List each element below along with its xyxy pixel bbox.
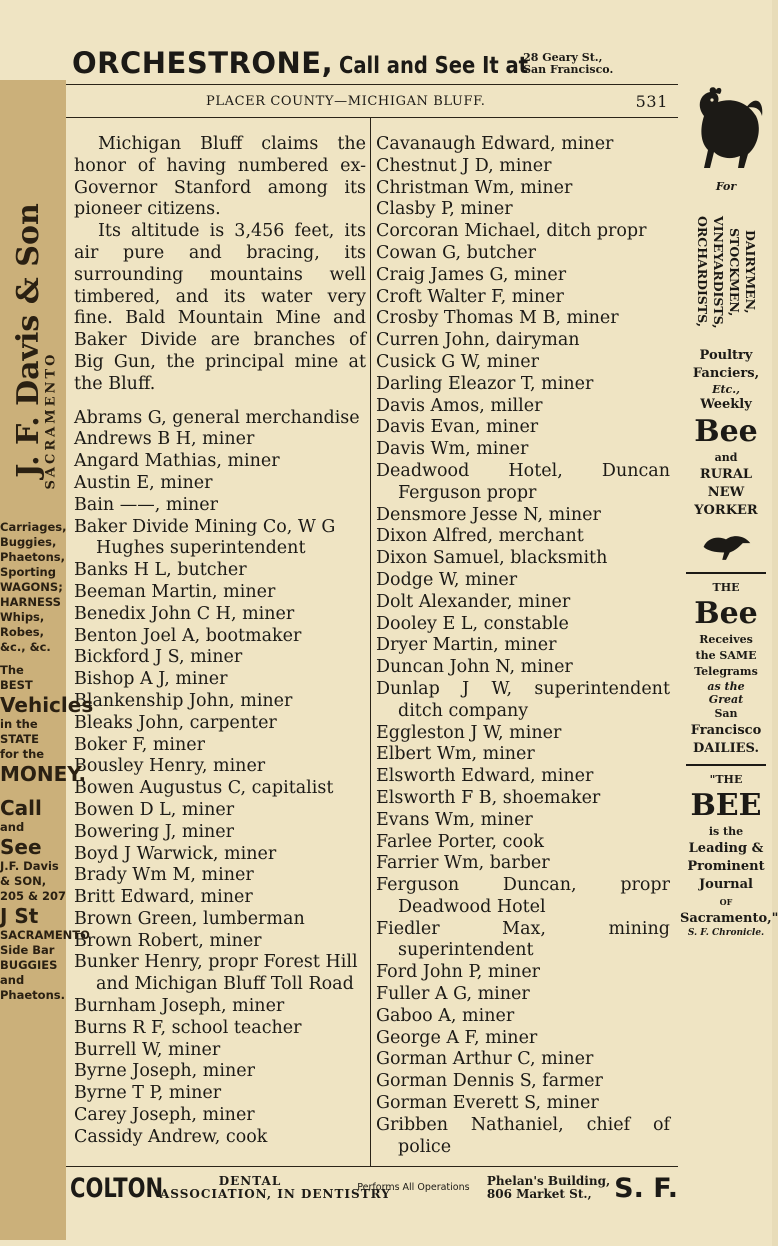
left-column: [74, 134, 366, 1149]
ad-and: and: [714, 451, 738, 464]
directory-entry: Chestnut J D, miner: [376, 155, 552, 176]
directory-entry: Bishop A J, miner: [74, 669, 228, 690]
directory-entry: Benedix John C H, miner: [74, 603, 295, 624]
directory-entry: Farrier Wm, barber: [376, 853, 550, 874]
directory-entry: Cavanaugh Edward, miner: [376, 134, 614, 154]
audience-item: DAIRYMEN,: [743, 230, 758, 314]
ad-and-2: and: [0, 973, 25, 987]
directory-entry: Cowan G, butcher: [376, 242, 536, 263]
directory-entry: Bunker Henry, propr Forest Hill and Michigan Bluff Toll Road: [74, 952, 358, 995]
directory-entry: Bickford J S, miner: [74, 647, 243, 668]
ad-side-bar: Side Bar: [0, 943, 55, 957]
directory-entry: Davis Evan, miner: [376, 417, 539, 438]
ad-see: See: [0, 835, 42, 859]
ad-of: OF: [719, 897, 733, 907]
directory-entry: Dryer Martin, miner: [376, 635, 557, 656]
performs-text: [340, 1182, 487, 1194]
directory-entry: Dolt Alexander, miner: [376, 591, 571, 612]
directory-entry: Duncan John N, miner: [376, 657, 573, 678]
ad-best: BEST: [0, 678, 33, 692]
bird-icon: [698, 528, 754, 562]
directory-entry: Abrams G, general merchandise: [74, 407, 360, 428]
audience-item: STOCKMEN,: [727, 227, 742, 317]
ad-line: Buggies,: [0, 535, 57, 549]
directory-entry: Dodge W, miner: [376, 569, 518, 590]
ad-sacramento: Sacramento,": [680, 911, 778, 926]
ad-bee-title: Bee: [694, 414, 758, 449]
ad-poultry: Poultry: [699, 348, 753, 363]
directory-entry: Brown Green, lumberman: [74, 908, 305, 929]
directory-entry: Davis Amos, miller: [376, 395, 543, 416]
directory-entry: Boker F, miner: [74, 734, 206, 755]
rooster-icon: [686, 86, 766, 176]
davis-name-text: J. F. Davis & Son: [10, 202, 46, 478]
top-advert: [72, 46, 676, 86]
ad-call: Call: [0, 796, 42, 820]
directory-entry: Craig James G, miner: [376, 264, 567, 285]
directory-entry: Cusick G W, miner: [376, 351, 539, 372]
address: [523, 52, 613, 76]
ad-as-the: as the: [707, 680, 745, 693]
directory-entry: Byrne T P, miner: [74, 1083, 222, 1104]
directory-entry: Farlee Porter, cook: [376, 831, 545, 852]
page-number: 531: [635, 92, 668, 111]
dental-association: [160, 1174, 391, 1201]
ad-new: NEW: [707, 485, 745, 500]
ad-bee-title-2: Bee: [694, 596, 758, 631]
directory-entry: Gorman Arthur C, miner: [376, 1049, 594, 1070]
left-advert-lines: [0, 520, 94, 1003]
building-line-2: 806 Market St.,: [486, 1187, 592, 1201]
directory-entry: Eggleston J W, miner: [376, 722, 562, 743]
directory-entry: Densmore Jesse N, miner: [376, 504, 601, 525]
directory-entry: Curren John, dairyman: [376, 330, 580, 351]
directory-entry: Darling Eleazor T, miner: [376, 373, 594, 394]
directory-entry: Croft Walter F, miner: [376, 286, 564, 307]
directory-entry: Burns R F, school teacher: [74, 1017, 302, 1038]
directory-entry: Bowen D L, miner: [74, 799, 235, 820]
directory-entry: Beeman Martin, miner: [74, 581, 276, 602]
directory-entry: Gribben Nathaniel, chief of police: [376, 1114, 670, 1157]
ad-the: THE: [712, 581, 740, 594]
right-column: [376, 134, 670, 1158]
ad-journal: Journal: [699, 877, 753, 892]
directory-entry: Gorman Dennis S, farmer: [376, 1071, 603, 1092]
ad-same: the SAME: [695, 649, 757, 662]
brand-name: ORCHESTRONE,: [72, 46, 334, 80]
directory-entry: Gaboo A, miner: [376, 1005, 515, 1026]
ad-buggies: BUGGIES: [0, 958, 58, 972]
directory-entry: Bain ——, miner: [74, 494, 219, 515]
ad-state: STATE: [0, 732, 39, 746]
intro-paragraph: Michigan Bluff claims the honor of having numbered ex-Governor Stanford among its pioneer citizens.: [74, 134, 366, 220]
ad-vehicles: Vehicles: [0, 693, 94, 717]
intro-paragraph: Its altitude is 3,456 feet, its air pure and bracing, its surrounding mountains well timbered, and its water very fine. Bald Mountain Mine and Baker Divide are branches of Big Gun, the principal mine at the Bluff.: [74, 221, 366, 394]
performs-line: Performs All Operations: [357, 1182, 470, 1193]
ad-san: San: [714, 707, 738, 720]
directory-entry: Elbert Wm, miner: [376, 744, 535, 765]
left-entries: [74, 408, 366, 1149]
directory-entry: Deadwood Hotel, Duncan Ferguson propr: [376, 460, 670, 503]
ad-phaetons: Phaetons.: [0, 988, 65, 1002]
bottom-advert: [66, 1168, 678, 1208]
directory-entry: Dunlap J W, superintendent ditch company: [376, 678, 670, 721]
call-text: Call and See It at: [339, 53, 529, 79]
ad-etc: Etc.,: [712, 383, 740, 396]
directory-entry: Andrews B H, miner: [74, 429, 255, 450]
ad-weekly: Weekly: [700, 397, 752, 412]
directory-entry: Corcoran Michael, ditch propr: [376, 221, 647, 242]
ad-line: Whips,: [0, 610, 45, 624]
directory-entry: Dixon Samuel, blacksmith: [376, 548, 608, 569]
intro-text: [74, 134, 366, 396]
ad-receives: Receives: [699, 633, 753, 646]
header-rule: [66, 84, 678, 85]
sacramento-text: SACRAMENTO: [43, 351, 59, 489]
directory-entry: Byrne Joseph, miner: [74, 1061, 255, 1082]
directory-entry: Benton Joel A, bootmaker: [74, 625, 302, 646]
left-margin-advert: [0, 80, 94, 1240]
dental-line-1: DENTAL: [218, 1174, 282, 1188]
ad-line: Carriages,: [0, 520, 67, 534]
directory-entry: Banks H L, butcher: [74, 560, 247, 581]
directory-entry: Angard Mathias, miner: [74, 451, 280, 472]
ad-bee-title-3: BEE: [690, 788, 762, 823]
directory-entry: Burnham Joseph, miner: [74, 996, 285, 1017]
audience-item: VINEYARDISTS,: [711, 215, 726, 329]
address-line-1: 28 Geary St.,: [523, 51, 603, 64]
ad-line: WAGONS;: [0, 580, 63, 594]
directory-entry: Cassidy Andrew, cook: [74, 1126, 268, 1147]
directory-entry: Ferguson Duncan, propr Deadwood Hotel: [376, 875, 670, 917]
divider: [686, 572, 766, 574]
ad-for-the: for the: [0, 747, 45, 761]
ad-line: Phaetons,: [0, 550, 65, 564]
ad-in-the: in the: [0, 717, 38, 731]
ad-leading: Leading &: [688, 841, 764, 856]
ad-fanciers: Fanciers,: [692, 366, 760, 381]
directory-entry: Evans Wm, miner: [376, 809, 533, 830]
audience-item: ORCHARDISTS,: [695, 216, 710, 328]
right-margin-advert: [680, 80, 778, 1160]
directory-entry: Boyd J Warwick, miner: [74, 843, 277, 864]
ad-the: The: [0, 663, 24, 677]
ad-chronicle: S. F. Chronicle.: [687, 928, 765, 938]
directory-entry: Ford John P, miner: [376, 962, 541, 983]
directory-entry: Fiedler Max, mining superintendent: [376, 918, 670, 961]
address-line-2: San Francisco.: [523, 63, 614, 76]
dental-line-2: ASSOCIATION, IN DENTISTRY: [160, 1187, 391, 1201]
ad-line: HARNESS: [0, 595, 61, 609]
ad-the-quote: "THE: [709, 773, 743, 786]
sacramento-vertical: [36, 290, 66, 550]
directory-entry: Bleaks John, carpenter: [74, 712, 277, 733]
ad-prominent: Prominent: [687, 859, 765, 874]
directory-entry: Elsworth F B, shoemaker: [376, 787, 601, 808]
ad-rural: RURAL: [699, 467, 753, 482]
directory-entry: Baker Divide Mining Co, W G Hughes superintendent: [74, 516, 336, 559]
divider: [686, 764, 766, 766]
building-line-1: Phelan's Building,: [486, 1174, 611, 1188]
directory-entry: Gorman Everett S, miner: [376, 1093, 599, 1114]
directory-entry: Crosby Thomas M B, miner: [376, 308, 619, 329]
right-entries: [376, 134, 670, 1158]
ad-and: and: [0, 820, 25, 834]
ad-is-the: is the: [708, 825, 744, 838]
ad-line: &c., &c.: [0, 640, 51, 654]
ad-dailies: DAILIES.: [692, 741, 760, 756]
directory-entry: Christman Wm, miner: [376, 177, 573, 198]
ad-telegrams: Telegrams: [694, 665, 758, 678]
ad-line: Robes,: [0, 625, 45, 639]
directory-entry: Clasby P, miner: [376, 199, 513, 220]
directory-entry: Fuller A G, miner: [376, 984, 530, 1005]
ad-davis-name: J.F. Davis: [0, 859, 59, 873]
directory-entry: Brown Robert, miner: [74, 930, 262, 951]
building-address: [487, 1175, 614, 1201]
ad-number: 205 & 207: [0, 889, 67, 903]
ad-for: For: [715, 180, 737, 193]
directory-entry: Austin E, miner: [74, 472, 213, 493]
colton-name: COLTON: [70, 1172, 164, 1204]
directory-entry: Davis Wm, miner: [376, 439, 529, 460]
directory-entry: Brady Wm M, miner: [74, 865, 254, 886]
ad-francisco: Francisco: [690, 723, 762, 738]
directory-entry: Elsworth Edward, miner: [376, 766, 594, 787]
directory-entry: George A F, miner: [376, 1027, 538, 1048]
ad-yorker: YORKER: [694, 503, 758, 518]
ad-line: Sporting: [0, 565, 56, 579]
ad-money: MONEY.: [0, 762, 87, 786]
ad-son: & SON,: [0, 874, 47, 888]
directory-entry: Bousley Henry, miner: [74, 756, 266, 777]
directory-entry: Burrell W, miner: [74, 1039, 221, 1060]
running-head-rule: [66, 117, 678, 118]
directory-entry: Bowen Augustus C, capitalist: [74, 778, 334, 799]
audience-list: [680, 197, 772, 347]
directory-entry: Dooley E L, constable: [376, 613, 569, 634]
footer-rule: [66, 1166, 678, 1167]
running-head: [66, 92, 678, 114]
directory-entry: Bowering J, miner: [74, 821, 235, 842]
sf-text: S. F.: [614, 1172, 678, 1204]
directory-entry: Britt Edward, miner: [74, 887, 253, 908]
column-divider: [370, 118, 371, 1166]
ad-street: J St: [0, 904, 39, 928]
ad-city: SACRAMENTO: [0, 928, 90, 942]
directory-entry: Carey Joseph, miner: [74, 1105, 255, 1126]
running-head-title: PLACER COUNTY—MICHIGAN BLUFF.: [206, 94, 486, 109]
directory-entry: Blankenship John, miner: [74, 690, 293, 711]
directory-entry: Dixon Alfred, merchant: [376, 526, 584, 547]
ad-great: Great: [708, 693, 744, 706]
